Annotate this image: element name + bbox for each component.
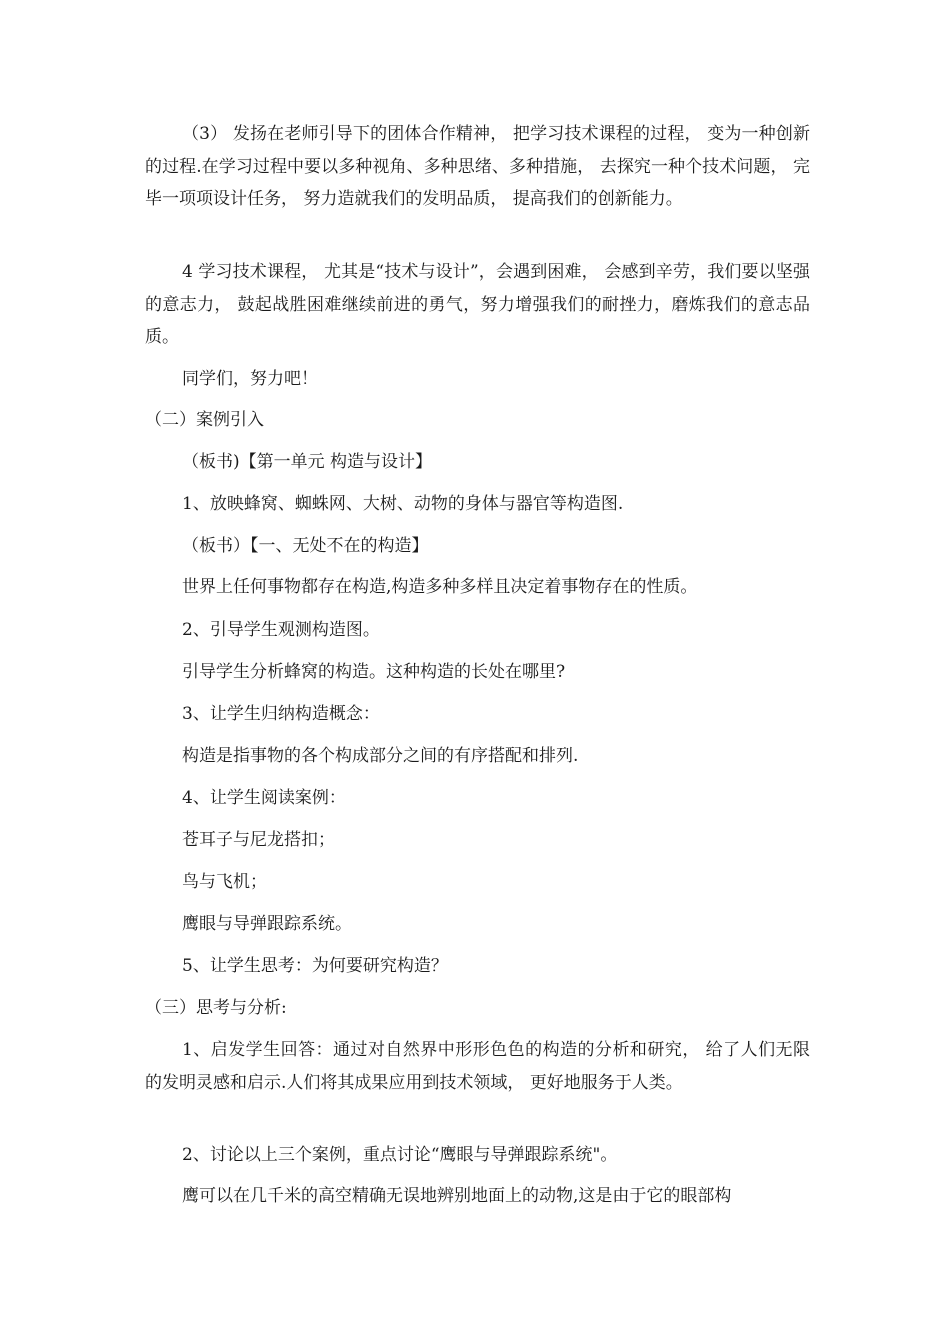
section-heading-3: （三）思考与分析: [145, 998, 287, 1018]
step-4: 4、让学生阅读案例： [182, 788, 346, 808]
case-3: 鹰眼与导弹跟踪系统。 [182, 914, 352, 934]
paragraph-encourage: 同学们，努力吧！ [182, 369, 318, 389]
step-5: 5、让学生思考：为何要研究构造？ [182, 956, 448, 976]
step-2: 2、引导学生观测构造图。 [182, 620, 380, 640]
paragraph-3: （3） 发扬在老师引导下的团体合作精神， 把学习技术课程的过程， 变为一种创新的过程.在学习过程中要以多种视角、多种思绪、多种措施， 去探究一种个技术问题， 完毕一项项设计任务， 努力造就我们的发明品质， 提高我们的创新能力。 [145, 124, 810, 209]
board-note-section: （板书）【一、无处不在的构造】 [182, 536, 429, 556]
structure-definition: 构造是指事物的各个构成部分之间的有序搭配和排列. [182, 746, 579, 766]
step-2-detail: 引导学生分析蜂窝的构造。这种构造的长处在哪里? [182, 662, 566, 682]
step-3: 3、让学生归纳构造概念： [182, 704, 380, 724]
case-1: 苍耳子与尼龙搭扣； [182, 830, 335, 850]
analysis-1: 1、启发学生回答：通过对自然界中形形色色的构造的分析和研究， 给了人们无限的发明灵感和启示.人们将其成果应用到技术领域， 更好地服务于人类。 [145, 1040, 810, 1093]
step-1: 1、放映蜂窝、蜘蛛网、大树、动物的身体与器官等构造图. [182, 494, 624, 514]
paragraph-4: 4 学习技术课程， 尤其是“技术与设计”，会遇到困难， 会感到辛劳，我们要以坚强的意志力， 鼓起战胜困难继续前进的勇气，努力增强我们的耐挫力，磨炼我们的意志品质。 [145, 262, 810, 347]
board-note-unit: （板书)【第一单元 构造与设计】 [182, 452, 433, 472]
analysis-2: 2、讨论以上三个案例，重点讨论“鹰眼与导弹跟踪系统"。 [182, 1145, 618, 1165]
eagle-paragraph: 鹰可以在几千米的高空精确无误地辨别地面上的动物,这是由于它的眼部构 [182, 1186, 732, 1206]
case-2: 鸟与飞机； [182, 872, 267, 892]
section-heading-2: （二）案例引入 [145, 410, 264, 430]
structure-statement: 世界上任何事物都存在构造,构造多种多样且决定着事物存在的性质。 [182, 577, 698, 597]
